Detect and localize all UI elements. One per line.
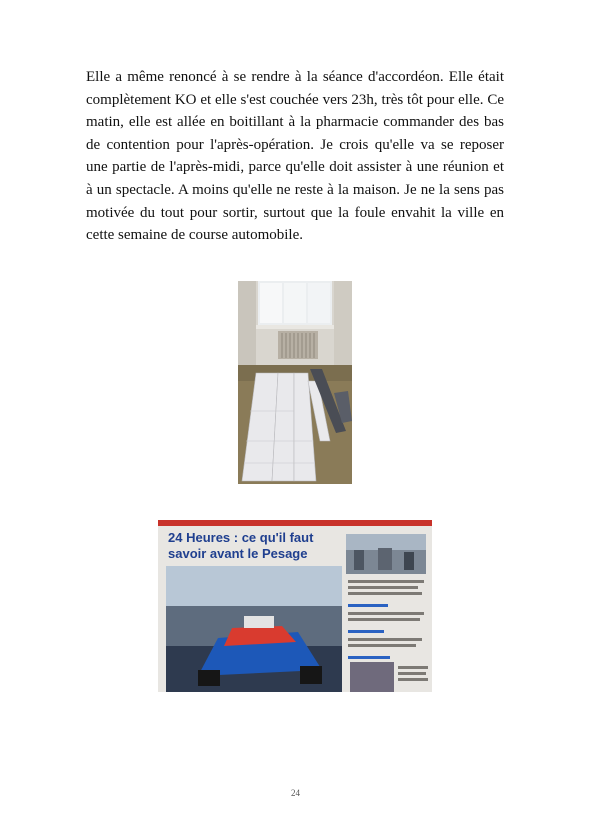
body-paragraph: Elle a même renoncé à se rendre à la séance d'accordéon. Elle était complètement KO et elle s'est couchée vers 23h, très tôt pour elle. Ce matin, elle est allée en boitillant à la pharmacie commander des bas de contention pour l'après-opération. Je crois qu'elle va se reposer une partie de l'après-midi, parce qu'elle doit assister à une réunion et à un spectacle. A moins qu'elle ne reste à la maison. Je ne la sens pas motivée du tout pour sortir, surtout que la foule envahit la ville en cette semaine de course automobile.	[86, 69, 504, 244]
newspaper-photo	[158, 520, 432, 692]
headline-line-2: savoir avant le Pesage	[168, 546, 308, 561]
headline-line-1: 24 Heures : ce qu'il faut	[168, 530, 314, 545]
page-number: 24	[291, 788, 300, 798]
room-floor-photo	[238, 281, 352, 484]
